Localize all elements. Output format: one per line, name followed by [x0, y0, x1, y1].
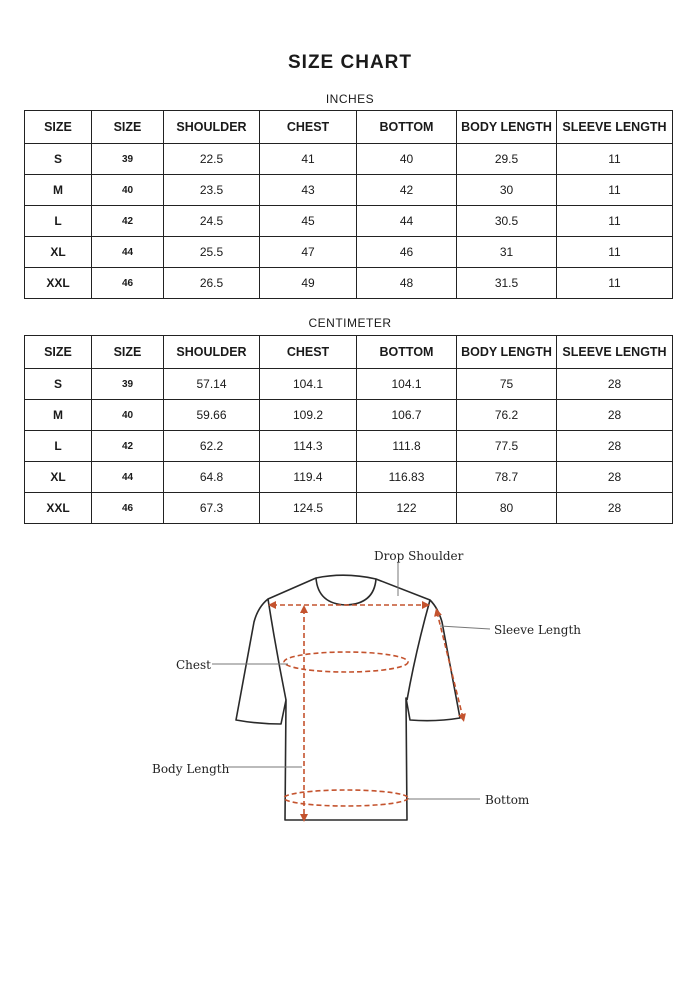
- table-cell: 44: [92, 462, 164, 493]
- table-cell: 11: [557, 268, 673, 299]
- table-cell: 42: [357, 175, 457, 206]
- table-cell: XXL: [25, 493, 92, 524]
- table-cell: 23.5: [164, 175, 260, 206]
- table-cell: 29.5: [457, 144, 557, 175]
- table-row: [25, 462, 673, 493]
- table-row: [25, 237, 673, 268]
- chest-label: Chest: [176, 658, 211, 672]
- table-cell: 80: [457, 493, 557, 524]
- bottom-label: Bottom: [485, 793, 530, 807]
- table-row: [25, 431, 673, 462]
- tshirt-measurement-diagram: [0, 540, 700, 840]
- column-header: SHOULDER: [164, 336, 260, 369]
- table-cell: 30: [457, 175, 557, 206]
- table-row: [25, 268, 673, 299]
- column-header: CHEST: [260, 336, 357, 369]
- table-cell: M: [25, 400, 92, 431]
- table-cell: 104.1: [357, 369, 457, 400]
- table-cell: 40: [92, 175, 164, 206]
- table-cell: 11: [557, 144, 673, 175]
- table-cell: 49: [260, 268, 357, 299]
- table-cell: 31: [457, 237, 557, 268]
- table-cell: 25.5: [164, 237, 260, 268]
- table-cell: 22.5: [164, 144, 260, 175]
- table-cell: 42: [92, 206, 164, 237]
- table-cell: 109.2: [260, 400, 357, 431]
- table-cell: 45: [260, 206, 357, 237]
- column-header: BODY LENGTH: [457, 111, 557, 144]
- table-cell: 124.5: [260, 493, 357, 524]
- table-cell: 24.5: [164, 206, 260, 237]
- table-cell: 104.1: [260, 369, 357, 400]
- table-cell: 106.7: [357, 400, 457, 431]
- table-cell: 46: [357, 237, 457, 268]
- table-cell: M: [25, 175, 92, 206]
- table-cell: 116.83: [357, 462, 457, 493]
- table-cell: 31.5: [457, 268, 557, 299]
- table-cell: 48: [357, 268, 457, 299]
- table-cell: 62.2: [164, 431, 260, 462]
- table-cell: 44: [92, 237, 164, 268]
- table-cell: L: [25, 431, 92, 462]
- table-cell: 28: [557, 462, 673, 493]
- table-cell: 44: [357, 206, 457, 237]
- table-row: [25, 175, 673, 206]
- column-header: SIZE: [25, 336, 92, 369]
- column-header: BOTTOM: [357, 336, 457, 369]
- table-cell: 41: [260, 144, 357, 175]
- table-cell: 11: [557, 175, 673, 206]
- table-cell: 46: [92, 493, 164, 524]
- table-cell: 28: [557, 431, 673, 462]
- table-cell: 114.3: [260, 431, 357, 462]
- centimeter-table: [24, 335, 673, 524]
- table-header-row: [25, 111, 673, 144]
- column-header: CHEST: [260, 111, 357, 144]
- table-row: [25, 493, 673, 524]
- column-header: BOTTOM: [357, 111, 457, 144]
- column-header: SLEEVE LENGTH: [557, 336, 673, 369]
- column-header: SIZE: [92, 111, 164, 144]
- table-cell: 30.5: [457, 206, 557, 237]
- page-title: SIZE CHART: [288, 52, 412, 73]
- table-cell: L: [25, 206, 92, 237]
- table-cell: 46: [92, 268, 164, 299]
- table-cell: 11: [557, 237, 673, 268]
- table-cell: XL: [25, 462, 92, 493]
- table-cell: 11: [557, 206, 673, 237]
- table-cell: 119.4: [260, 462, 357, 493]
- table-cell: 75: [457, 369, 557, 400]
- table-cell: 122: [357, 493, 457, 524]
- table-cell: S: [25, 144, 92, 175]
- table-cell: 40: [92, 400, 164, 431]
- sleeve-length-label: Sleeve Length: [494, 623, 581, 637]
- table-cell: 43: [260, 175, 357, 206]
- inches-table: [24, 110, 673, 299]
- table-cell: 77.5: [457, 431, 557, 462]
- column-header: SIZE: [92, 336, 164, 369]
- table-row: [25, 400, 673, 431]
- table-cell: 28: [557, 400, 673, 431]
- column-header: SIZE: [25, 111, 92, 144]
- table-row: [25, 206, 673, 237]
- table-cell: 59.66: [164, 400, 260, 431]
- table-cell: 64.8: [164, 462, 260, 493]
- body-length-label: Body Length: [152, 762, 230, 776]
- table-cell: 40: [357, 144, 457, 175]
- table-cell: 78.7: [457, 462, 557, 493]
- column-header: SHOULDER: [164, 111, 260, 144]
- table-row: [25, 144, 673, 175]
- table-cell: 47: [260, 237, 357, 268]
- inches-label: INCHES: [325, 92, 375, 106]
- table-cell: 42: [92, 431, 164, 462]
- table-cell: 57.14: [164, 369, 260, 400]
- table-header-row: [25, 336, 673, 369]
- column-header: BODY LENGTH: [457, 336, 557, 369]
- table-cell: 28: [557, 369, 673, 400]
- table-cell: 39: [92, 369, 164, 400]
- table-cell: XL: [25, 237, 92, 268]
- sleeve-length-leader: [440, 626, 490, 629]
- table-cell: 28: [557, 493, 673, 524]
- table-cell: 111.8: [357, 431, 457, 462]
- centimeter-label: CENTIMETER: [308, 316, 392, 330]
- drop-shoulder-label: Drop Shoulder: [374, 549, 464, 563]
- table-row: [25, 369, 673, 400]
- table-cell: 76.2: [457, 400, 557, 431]
- column-header: SLEEVE LENGTH: [557, 111, 673, 144]
- table-cell: 39: [92, 144, 164, 175]
- table-cell: S: [25, 369, 92, 400]
- table-cell: 26.5: [164, 268, 260, 299]
- table-cell: 67.3: [164, 493, 260, 524]
- table-cell: XXL: [25, 268, 92, 299]
